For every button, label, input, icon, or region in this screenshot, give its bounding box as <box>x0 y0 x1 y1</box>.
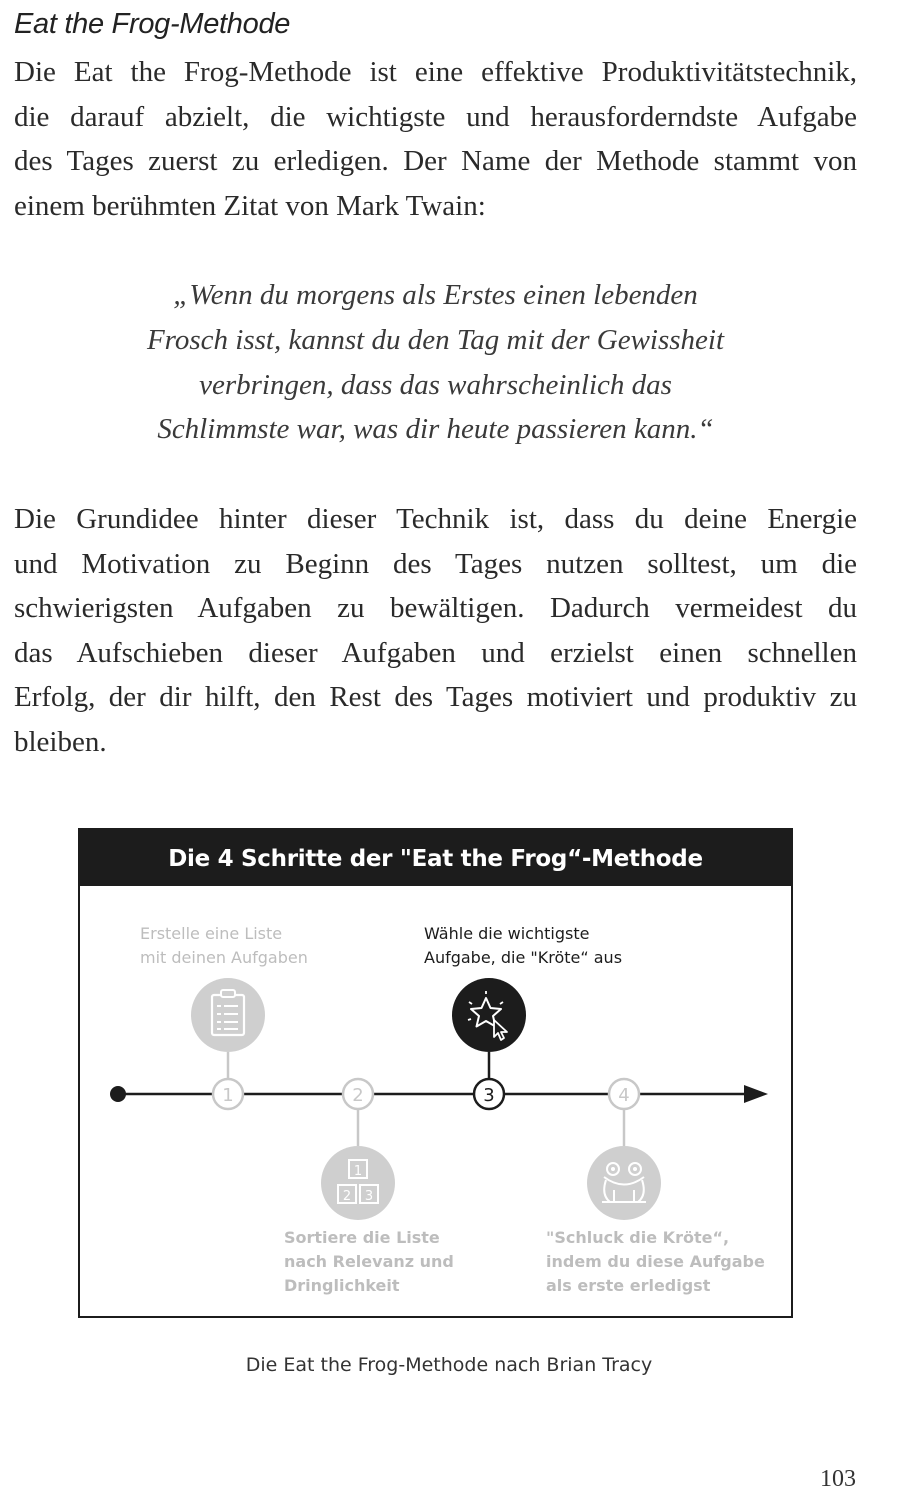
section-heading: Eat the Frog-Methode <box>14 8 291 40</box>
text-line: Die Eat the Frog-Methode ist eine effektive Produktivitätstechnik, <box>14 56 857 88</box>
paragraph-intro <box>14 50 857 228</box>
clipboard-list-icon <box>191 978 265 1052</box>
step-2-label <box>284 1226 454 1298</box>
quote-line: „Wenn du morgens als Erstes einen lebenden <box>173 279 698 311</box>
block-digit: 3 <box>364 1189 374 1204</box>
timeline-arrow-icon <box>744 1085 768 1103</box>
diagram-title: Die 4 Schritte der "Eat the Frog“-Methode <box>80 830 791 886</box>
step-1-marker <box>213 1079 243 1109</box>
step-4-marker <box>609 1079 639 1109</box>
step-4-label <box>546 1226 765 1298</box>
step-3-marker <box>474 1079 504 1109</box>
quote-line: verbringen, dass das wahrscheinlich das <box>199 368 672 401</box>
text-line: Die Grundidee hinter dieser Technik ist, dass du deine Energie <box>14 503 857 535</box>
step-label-line: nach Relevanz und <box>284 1252 454 1271</box>
step-3-label <box>424 922 622 970</box>
block-digit: 2 <box>342 1189 352 1204</box>
step-2-marker <box>343 1079 373 1109</box>
step-number: 4 <box>618 1085 630 1106</box>
block-digit: 1 <box>353 1164 363 1179</box>
text-line: schwierigsten Aufgaben zu bewältigen. Dadurch vermeidest du <box>14 592 857 624</box>
step-label-line: Dringlichkeit <box>284 1276 400 1295</box>
text-line: die darauf abzielt, die wichtigste und herausforderndste Aufgabe <box>14 100 857 133</box>
step-label-line: Aufgabe, die "Kröte“ aus <box>424 948 623 967</box>
numbered-blocks-icon <box>321 1146 395 1220</box>
step-number: 1 <box>222 1085 234 1106</box>
step-label-line: Erstelle eine Liste <box>140 924 283 943</box>
figure-caption: Die Eat the Frog-Methode nach Brian Tracy <box>245 1354 653 1376</box>
quote-line: Schlimmste war, was dir heute passieren kann.“ <box>157 413 714 446</box>
step-label-line: "Schluck die Kröte“, <box>546 1228 730 1247</box>
mark-twain-quote <box>14 273 857 452</box>
page-number: 103 <box>820 1466 856 1492</box>
step-label-line: als erste erledigst <box>546 1276 711 1295</box>
text-line: das Aufschieben dieser Aufgaben und erzielst einen schnellen <box>14 636 857 669</box>
step-label-line: indem du diese Aufgabe <box>546 1252 765 1271</box>
quote-line: Frosch isst, kannst du den Tag mit der Gewissheit <box>146 323 725 356</box>
star-click-icon <box>452 978 526 1052</box>
step-label-line: mit deinen Aufgaben <box>140 948 308 967</box>
text-line: Erfolg, der dir hilft, den Rest des Tages motiviert und produktiv zu <box>14 681 857 713</box>
step-1-label <box>140 922 308 970</box>
step-label-line: Sortiere die Liste <box>284 1228 440 1247</box>
text-line: einem berühmten Zitat von Mark Twain: <box>14 189 486 222</box>
step-number: 2 <box>352 1085 364 1106</box>
timeline-start-dot <box>110 1086 126 1102</box>
text-line: und Motivation zu Beginn des Tages nutzen solltest, um die <box>14 547 857 580</box>
paragraph-main-idea <box>14 497 857 764</box>
step-number: 3 <box>483 1085 495 1106</box>
step-label-line: Wähle die wichtigste <box>424 924 590 943</box>
text-line: bleiben. <box>14 725 107 758</box>
text-line: des Tages zuerst zu erledigen. Der Name der Methode stammt von <box>14 145 857 177</box>
frog-icon <box>587 1146 661 1220</box>
steps-diagram <box>78 828 793 1318</box>
